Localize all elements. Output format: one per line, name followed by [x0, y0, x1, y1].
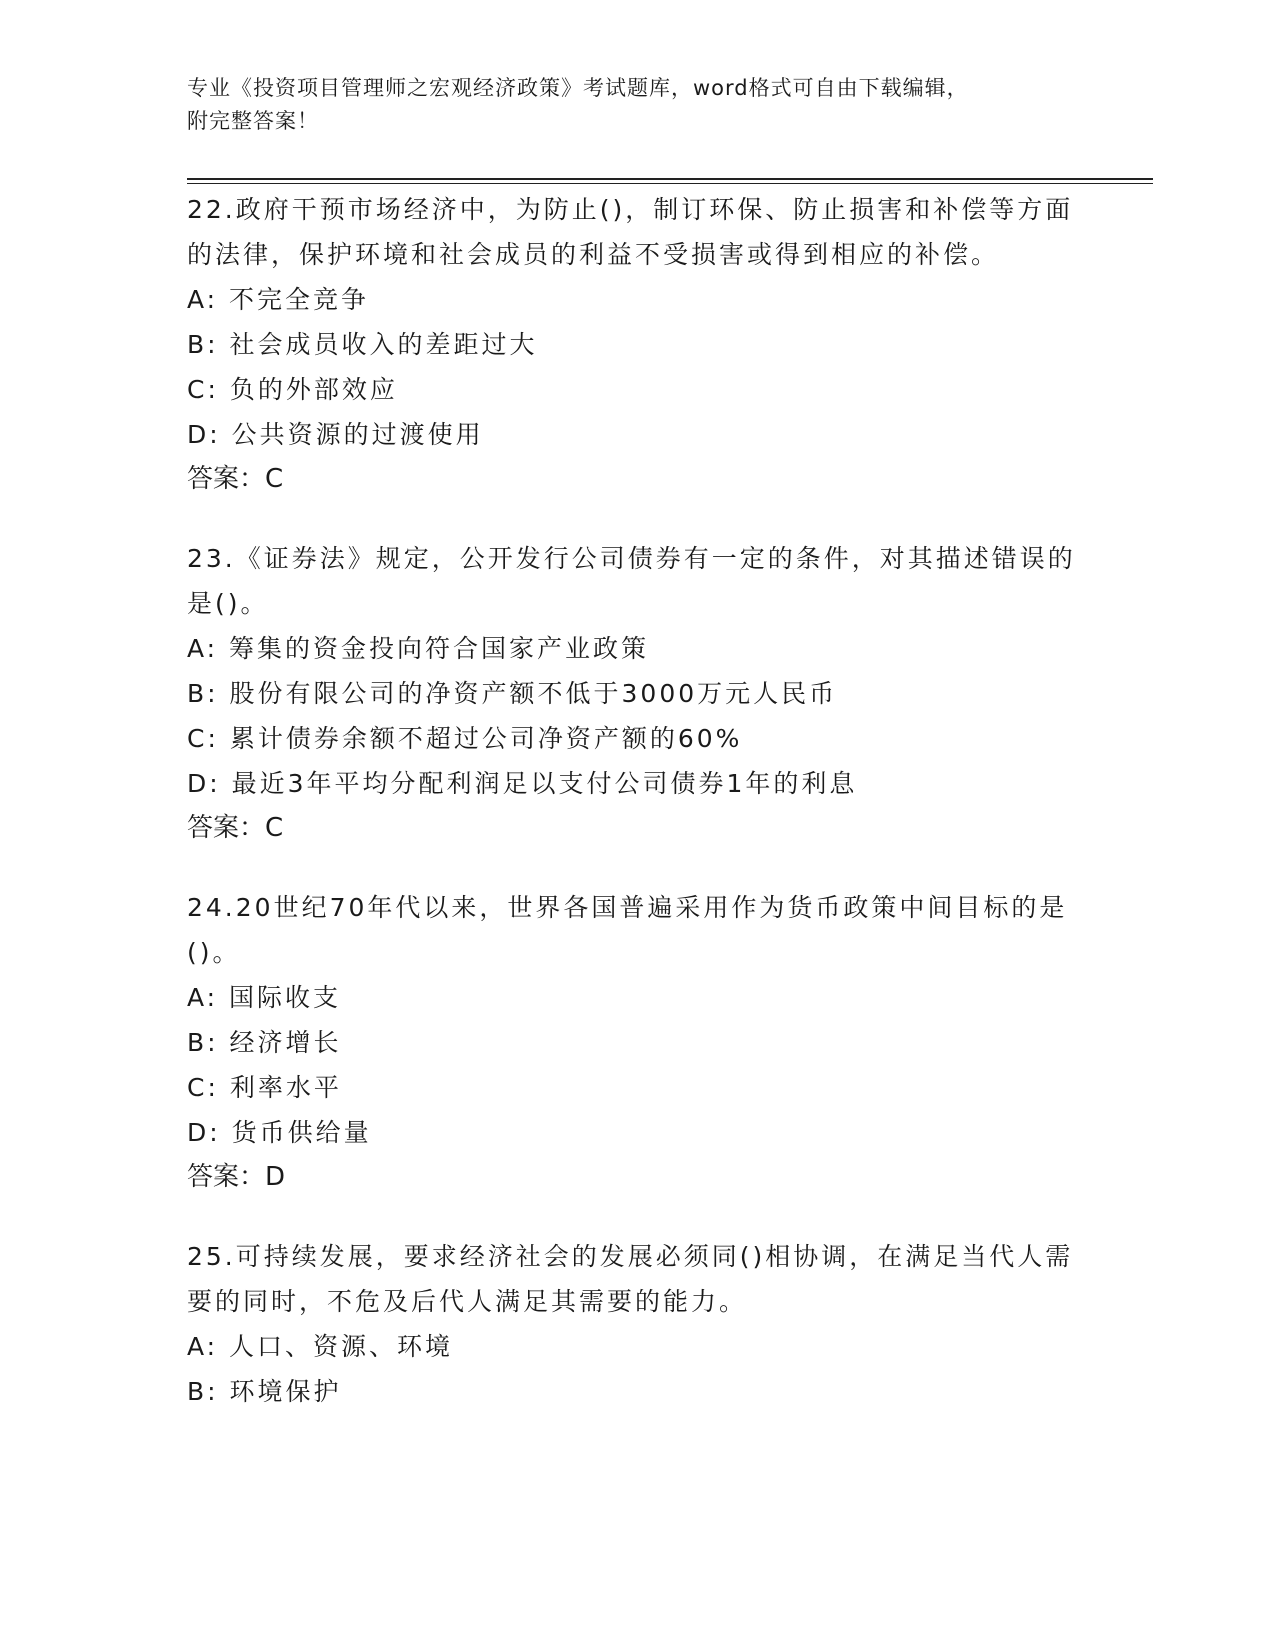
- option-a: A: 不完全竞争: [187, 285, 370, 314]
- header-divider-thin: [187, 183, 1153, 184]
- question-list: [187, 187, 1087, 1448]
- option-c: C: 累计债券余额不超过公司净资产额的60%: [187, 724, 743, 753]
- option-a: A: 筹集的资金投向符合国家产业政策: [187, 634, 650, 663]
- answer: 答案：D: [187, 1162, 286, 1192]
- option-b: B: 环境保护: [187, 1377, 342, 1406]
- option-a: A: 国际收支: [187, 983, 342, 1012]
- option-d: D: 公共资源的过渡使用: [187, 420, 484, 449]
- option-b: B: 股份有限公司的净资产额不低于3000万元人民币: [187, 679, 838, 708]
- question-25: [187, 1234, 1087, 1414]
- header-line-1: 专业《投资项目管理师之宏观经济政策》考试题库，word格式可自由下载编辑，: [187, 76, 969, 100]
- question-text: 23.《证券法》规定，公开发行公司债券有一定的条件，对其描述错误的是()。: [187, 544, 1076, 618]
- question-23: [187, 536, 1087, 851]
- answer: 答案：C: [187, 464, 284, 494]
- header-divider-thick: [187, 178, 1153, 180]
- option-c: C: 负的外部效应: [187, 375, 398, 404]
- option-d: D: 货币供给量: [187, 1118, 372, 1147]
- question-text: 24.20世纪70年代以来，世界各国普遍采用作为货币政策中间目标的是()。: [187, 893, 1068, 967]
- answer: 答案：C: [187, 813, 284, 843]
- header-line-2: 附完整答案！: [187, 109, 319, 133]
- option-d: D: 最近3年平均分配利润足以支付公司债券1年的利息: [187, 769, 858, 798]
- question-22: [187, 187, 1087, 502]
- option-b: B: 经济增长: [187, 1028, 342, 1057]
- document-header: [187, 72, 1087, 138]
- question-text: 22.政府干预市场经济中，为防止()，制订环保、防止损害和补偿等方面的法律，保护环境和社会成员的利益不受损害或得到相应的补偿。: [187, 195, 1074, 269]
- option-b: B: 社会成员收入的差距过大: [187, 330, 538, 359]
- question-text: 25.可持续发展，要求经济社会的发展必须同()相协调，在满足当代人需要的同时，不危及后代人满足其需要的能力。: [187, 1242, 1074, 1316]
- option-c: C: 利率水平: [187, 1073, 342, 1102]
- option-a: A: 人口、资源、环境: [187, 1332, 454, 1361]
- question-24: [187, 885, 1087, 1200]
